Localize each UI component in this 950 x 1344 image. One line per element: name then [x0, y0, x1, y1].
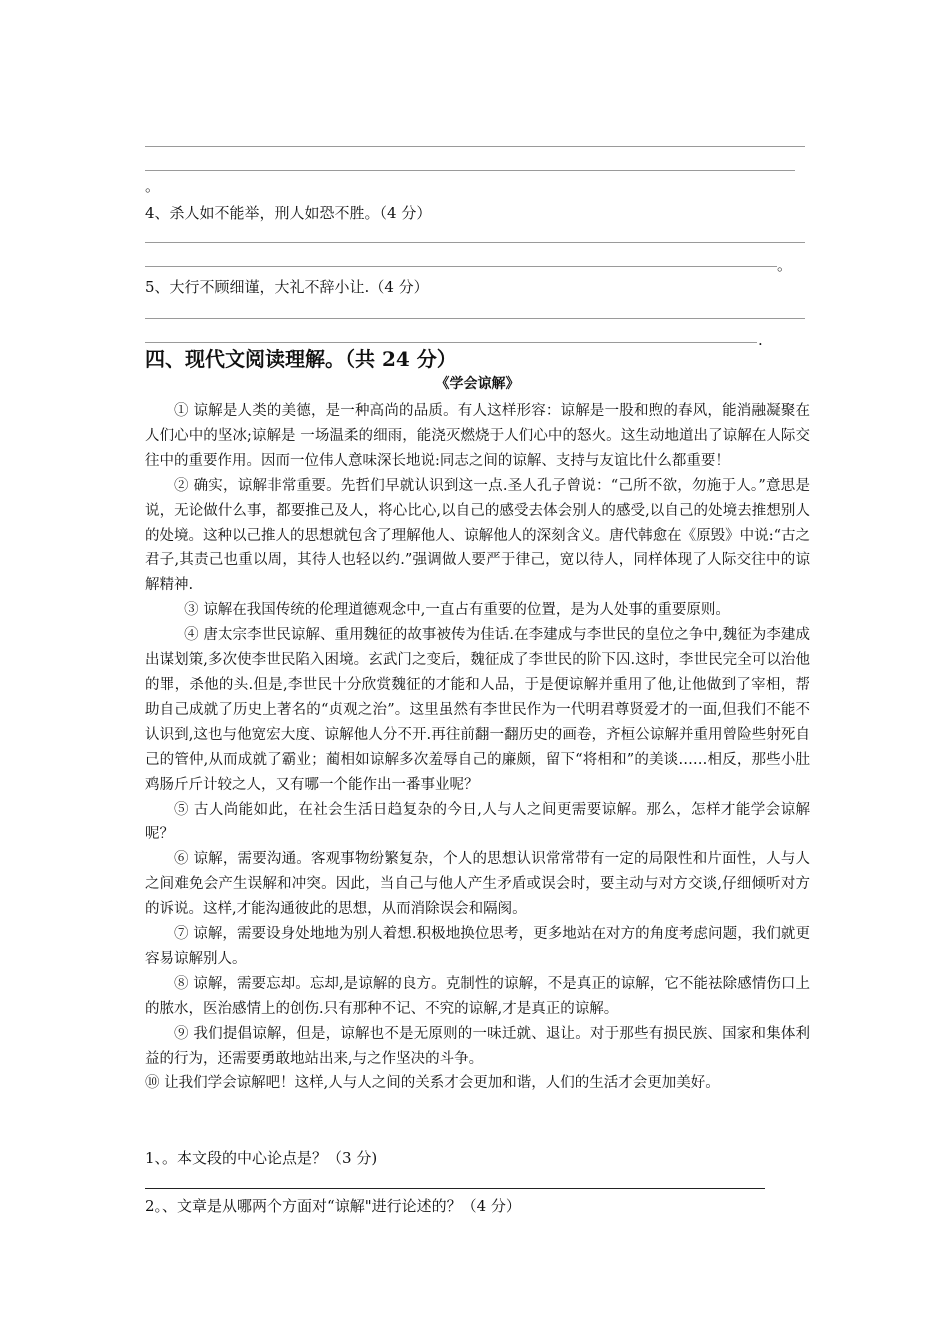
question-5: 5、大行不顾细谨，大礼不辞小让.（4 分）	[145, 278, 429, 296]
paragraph-8: ⑧ 谅解，需要忘却。忘却,是谅解的良方。克制性的谅解，不是真正的谅解，它不能祛除感情伤口上的脓水，医治感情上的创伤.只有那种不记、不究的谅解,才是真正的谅解。	[145, 975, 810, 1017]
paragraph-1: ① 谅解是人类的美德，是一种高尚的品质。有人这样形容：谅解是一股和煦的春风，能消融凝聚在人们心中的坚冰;谅解是 一场温柔的细雨，能浇灭燃烧于人们心中的怒火。这生动地道出了谅解在人际交往中的重要作用。因而一位伟人意味深长地说:同志之间的谅解、支持与友谊比什么都重要！	[145, 403, 810, 469]
answer-line	[145, 1188, 765, 1189]
answer-end-mark: .	[758, 331, 763, 349]
article-title: 《学会谅解》	[435, 376, 520, 392]
paragraph-10: ⑩ 让我们学会谅解吧！这样,人与人之间的关系才会更加和谐，人们的生活才会更加美好。	[145, 1075, 720, 1092]
paragraph-5: ⑤ 古人尚能如此，在社会生活日趋复杂的今日,人与人之间更需要谅解。那么，怎样才能学会谅解呢？	[145, 801, 810, 843]
answer-line	[145, 170, 795, 171]
paragraph-6: ⑥ 谅解，需要沟通。客观事物纷繁复杂，个人的思想认识常常带有一定的局限性和片面性，人与人之间难免会产生误解和冲突。因此，当自己与他人产生矛盾或误会时，要主动与对方交谈,仔细倾听对方的诉说。这样,才能沟通彼此的思想，从而消除误会和隔阂。	[145, 851, 810, 918]
article-body	[145, 399, 810, 1096]
answer-line	[145, 266, 777, 267]
paragraph-9: ⑨ 我们提倡谅解，但是，谅解也不是无原则的一味迁就、退让。对于那些有损民族、国家和集体利益的行为，还需要勇敢地站出来,与之作坚决的斗争。	[145, 1025, 810, 1067]
answer-end-mark: 。	[145, 177, 161, 195]
answer-end-mark: 。	[777, 256, 793, 274]
document-page	[145, 0, 810, 1344]
question-1: 1、。本文段的中心论点是？（3 分)	[145, 1149, 378, 1167]
paragraph-7: ⑦ 谅解，需要设身处地地为别人着想.积极地换位思考，更多地站在对方的角度考虑问题，我们就更容易谅解别人。	[145, 926, 810, 967]
answer-line	[145, 146, 805, 147]
answer-line	[145, 342, 757, 343]
section-heading: 四、现代文阅读理解。（共 24 分）	[145, 347, 457, 371]
answer-line	[145, 318, 805, 319]
answer-line	[145, 242, 805, 243]
paragraph-3: ③ 谅解在我国传统的伦理道德观念中,一直占有重要的位置，是为人处事的重要原则。	[184, 602, 730, 619]
question-2: 2。、文章是从哪两个方面对“谅解"进行论述的？（4 分）	[145, 1197, 521, 1215]
paragraph-2: ② 确实，谅解非常重要。先哲们早就认识到这一点.圣人孔子曾说：“己所不欲，勿施于人。”意思是说，无论做什么事，都要推己及人，将心比心,以自己的感受去体会别人的感受,以自己的处境去推想别人的处境。这种以己推人的思想就包含了理解他人、谅解他人的深刻含义。唐代韩愈在《原毁》中说:“古之君子,其责己也重以周，其待人也轻以约.”强调做人要严于律己，宽以待人，同样体现了人际交往中的谅解精神.	[145, 477, 810, 594]
question-4: 4、杀人如不能举，刑人如恐不胜。（4 分）	[145, 204, 432, 222]
paragraph-4: ④ 唐太宗李世民谅解、重用魏征的故事被传为佳话.在李建成与李世民的皇位之争中,魏征为李建成出谋划策,多次使李世民陷入困境。玄武门之变后，魏征成了李世民的阶下囚.这时，李世民完全可以治他的罪，杀他的头.但是,李世民十分欣赏魏征的才能和人品，于是便谅解并重用了他,让他做到了宰相，帮助自己成就了历史上著名的“贞观之治”。这里虽然有李世民作为一代明君尊贤爱才的一面,但我们不能不认识到,这也与他宽宏大度、谅解他人分不开.再往前翻一翻历史的画卷，齐桓公谅解并重用曾险些射死自己的管仲,从而成就了霸业；蔺相如谅解多次羞辱自己的廉颇，留下“将相和”的美谈……相反，那些小肚鸡肠斤斤计较之人，又有哪一个能作出一番事业呢？	[145, 627, 810, 793]
